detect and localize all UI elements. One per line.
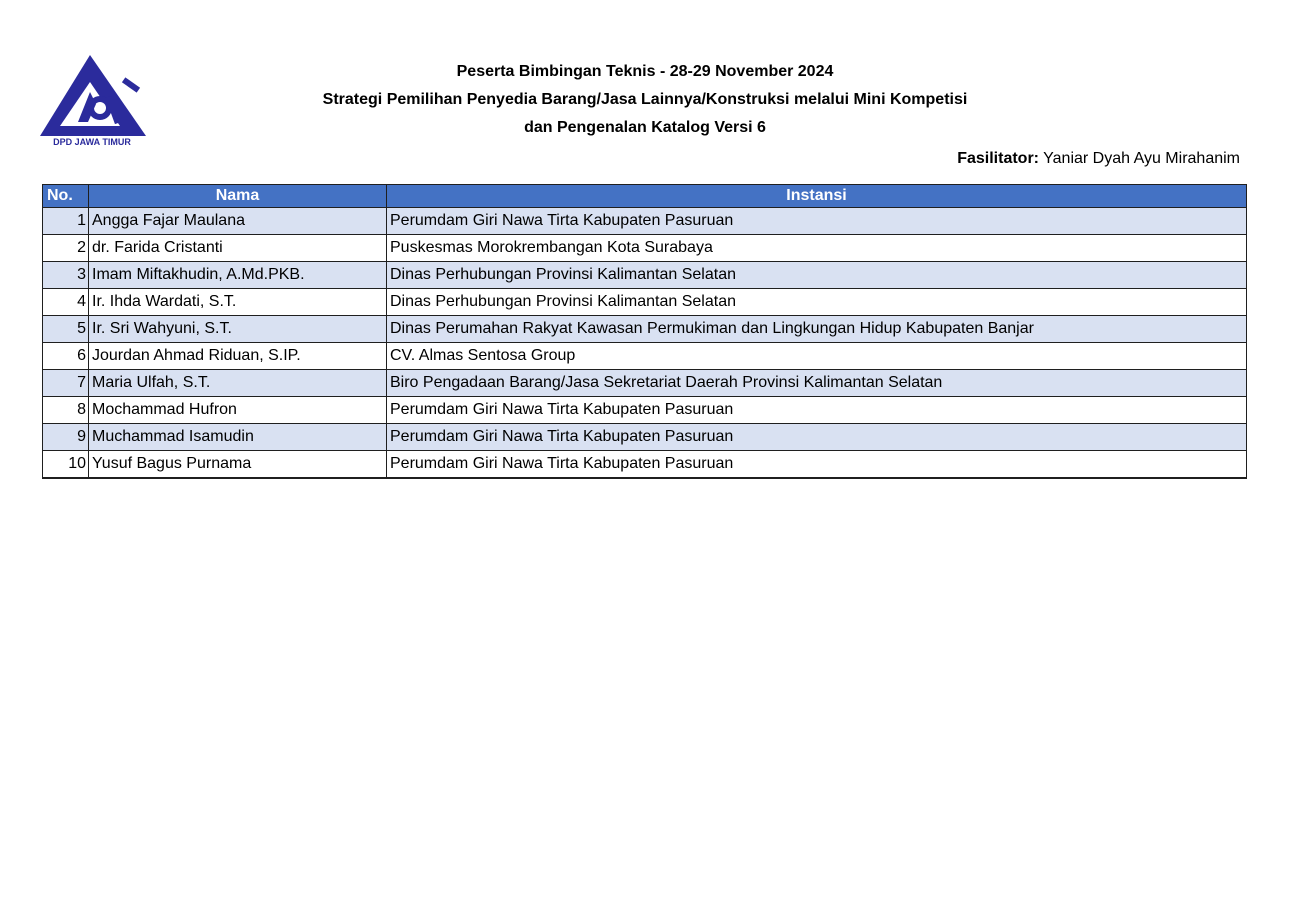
column-header-instansi: Instansi <box>387 185 1247 208</box>
logo-caption: DPD JAWA TIMUR <box>53 137 131 147</box>
table-header-row <box>43 185 1247 208</box>
cell-instansi: Puskesmas Morokrembangan Kota Surabaya <box>387 235 1247 262</box>
participants-table <box>42 184 1247 479</box>
cell-no: 3 <box>43 262 89 289</box>
cell-nama: Muchammad Isamudin <box>89 424 387 451</box>
cell-nama: dr. Farida Cristanti <box>89 235 387 262</box>
column-header-no: No. <box>43 185 89 208</box>
cell-nama: Ir. Ihda Wardati, S.T. <box>89 289 387 316</box>
cell-no: 10 <box>43 451 89 479</box>
cell-no: 9 <box>43 424 89 451</box>
cell-instansi: Perumdam Giri Nawa Tirta Kabupaten Pasuruan <box>387 397 1247 424</box>
cell-nama: Imam Miftakhudin, A.Md.PKB. <box>89 262 387 289</box>
cell-no: 2 <box>43 235 89 262</box>
cell-no: 5 <box>43 316 89 343</box>
table-row <box>43 316 1247 343</box>
cell-instansi: Dinas Perumahan Rakyat Kawasan Permukiman dan Lingkungan Hidup Kabupaten Banjar <box>387 316 1247 343</box>
table-row <box>43 289 1247 316</box>
cell-instansi: CV. Almas Sentosa Group <box>387 343 1247 370</box>
table-row <box>43 208 1247 235</box>
cell-instansi: Dinas Perhubungan Provinsi Kalimantan Selatan <box>387 289 1247 316</box>
facilitator-label: Fasilitator: <box>957 150 1039 167</box>
cell-nama: Mochammad Hufron <box>89 397 387 424</box>
cell-no: 6 <box>43 343 89 370</box>
title-line-1: Peserta Bimbingan Teknis - 28-29 November 2024 <box>456 63 834 80</box>
cell-nama: Maria Ulfah, S.T. <box>89 370 387 397</box>
cell-nama: Yusuf Bagus Purnama <box>89 451 387 479</box>
cell-nama: Angga Fajar Maulana <box>89 208 387 235</box>
table-row <box>43 370 1247 397</box>
title-line-2: Strategi Pemilihan Penyedia Barang/Jasa Lainnya/Konstruksi melalui Mini Kompetisi <box>322 91 968 108</box>
cell-instansi: Perumdam Giri Nawa Tirta Kabupaten Pasuruan <box>387 451 1247 479</box>
cell-no: 1 <box>43 208 89 235</box>
cell-instansi: Biro Pengadaan Barang/Jasa Sekretariat Daerah Provinsi Kalimantan Selatan <box>387 370 1247 397</box>
cell-no: 7 <box>43 370 89 397</box>
table-row <box>43 235 1247 262</box>
cell-nama: Jourdan Ahmad Riduan, S.IP. <box>89 343 387 370</box>
cell-no: 4 <box>43 289 89 316</box>
column-header-nama: Nama <box>89 185 387 208</box>
table-row <box>43 397 1247 424</box>
cell-instansi: Perumdam Giri Nawa Tirta Kabupaten Pasuruan <box>387 208 1247 235</box>
cell-instansi: Perumdam Giri Nawa Tirta Kabupaten Pasuruan <box>387 424 1247 451</box>
title-line-3: dan Pengenalan Katalog Versi 6 <box>524 119 766 136</box>
document-header <box>0 58 1290 142</box>
cell-nama: Ir. Sri Wahyuni, S.T. <box>89 316 387 343</box>
facilitator-line <box>957 150 1240 168</box>
table-row <box>43 424 1247 451</box>
table-row <box>43 451 1247 479</box>
cell-instansi: Dinas Perhubungan Provinsi Kalimantan Selatan <box>387 262 1247 289</box>
cell-no: 8 <box>43 397 89 424</box>
table-row <box>43 262 1247 289</box>
facilitator-name: Yaniar Dyah Ayu Mirahanim <box>1043 150 1240 167</box>
table-row <box>43 343 1247 370</box>
